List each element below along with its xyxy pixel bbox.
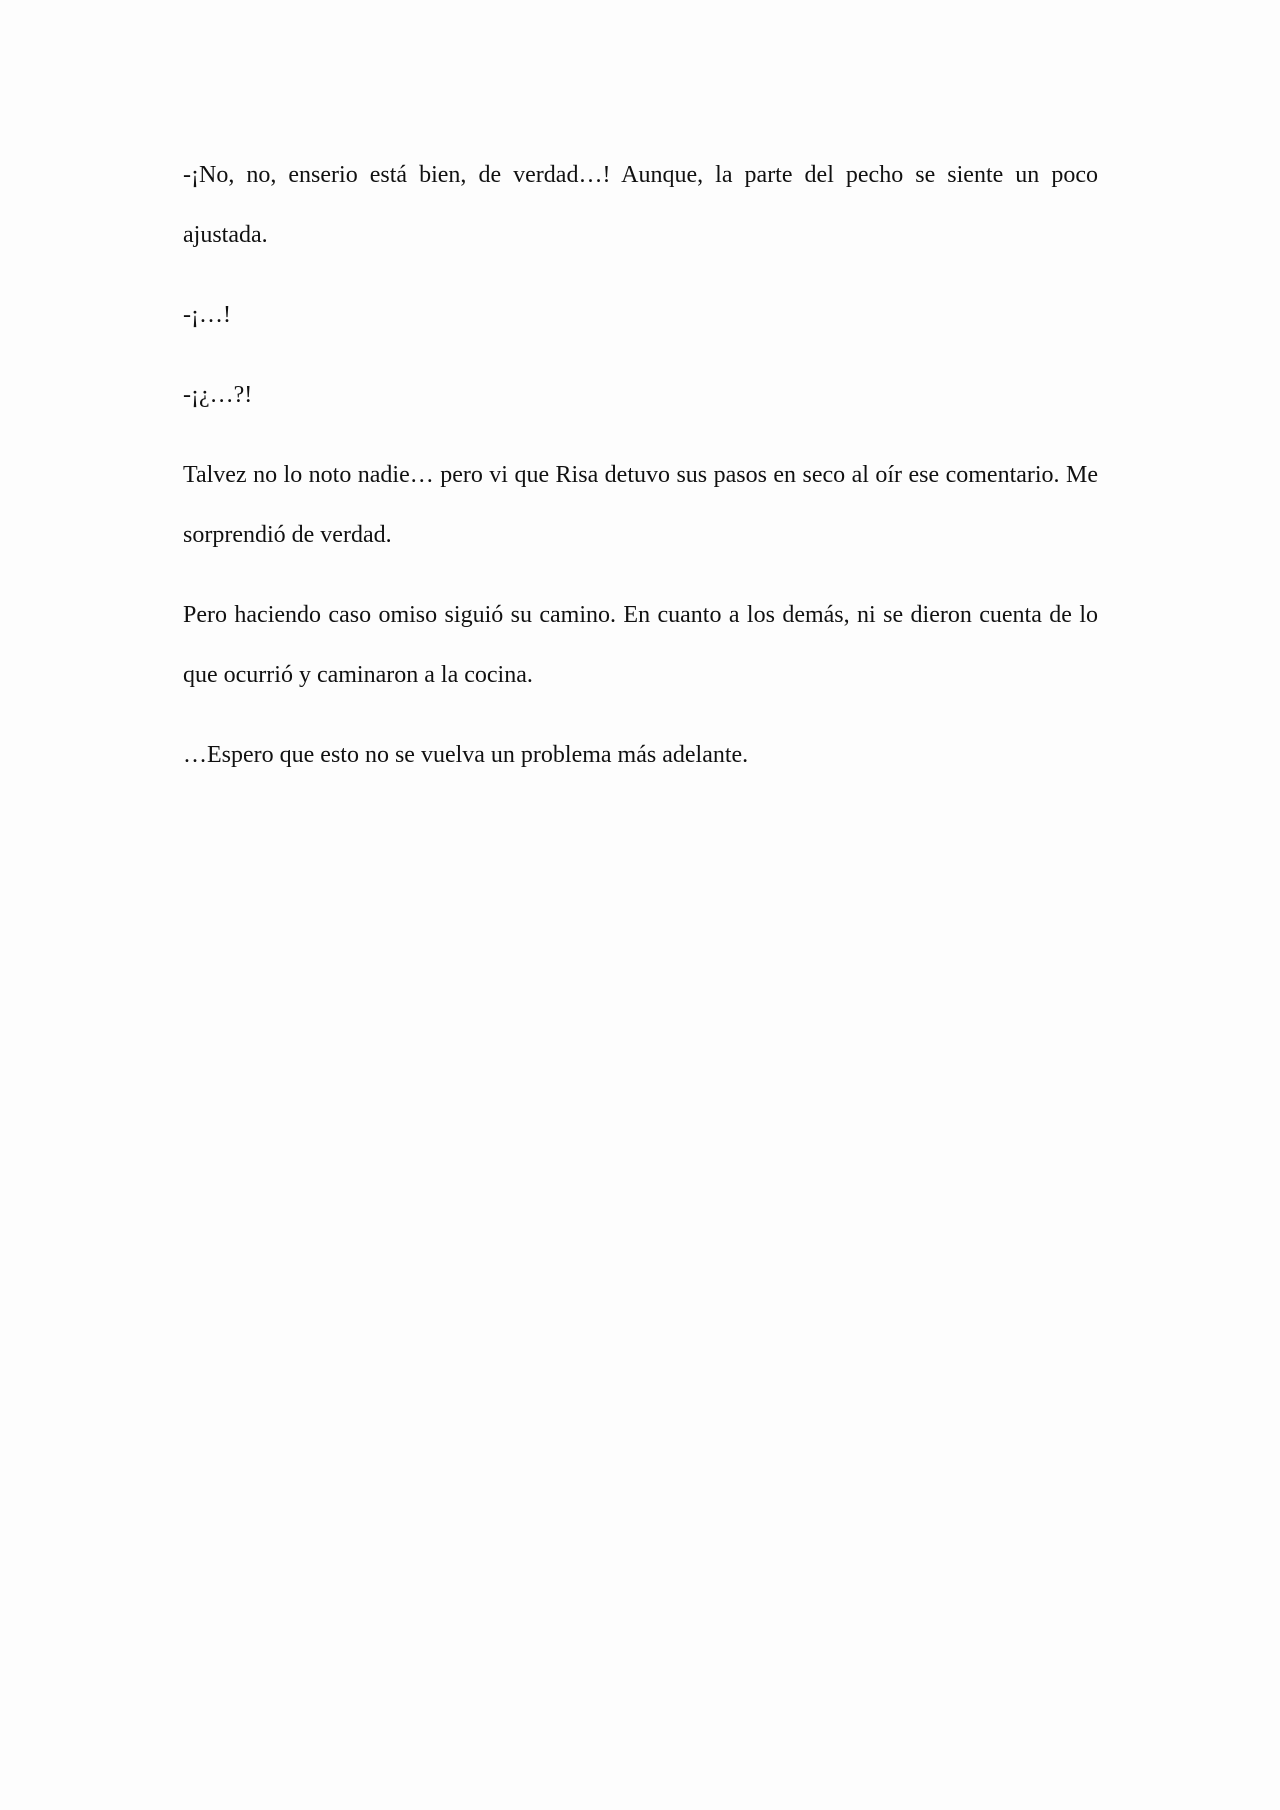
paragraph-4: Talvez no lo noto nadie… pero vi que Risa detuvo sus pasos en seco al oír ese comentario. Me sorprendió de verdad. xyxy=(183,462,1098,548)
paragraph-1: -¡No, no, enserio está bien, de verdad…! Aunque, la parte del pecho se siente un poco ajustada. xyxy=(183,162,1098,248)
paragraph-5: Pero haciendo caso omiso siguió su camino. En cuanto a los demás, ni se dieron cuenta de lo que ocurrió y caminaron a la cocina. xyxy=(183,602,1098,688)
paragraph-2: -¡…! xyxy=(183,302,231,328)
paragraph-3: -¡¿…?! xyxy=(183,382,253,408)
body-text xyxy=(183,145,1098,805)
paragraph-6: …Espero que esto no se vuelva un problema más adelante. xyxy=(183,742,749,768)
